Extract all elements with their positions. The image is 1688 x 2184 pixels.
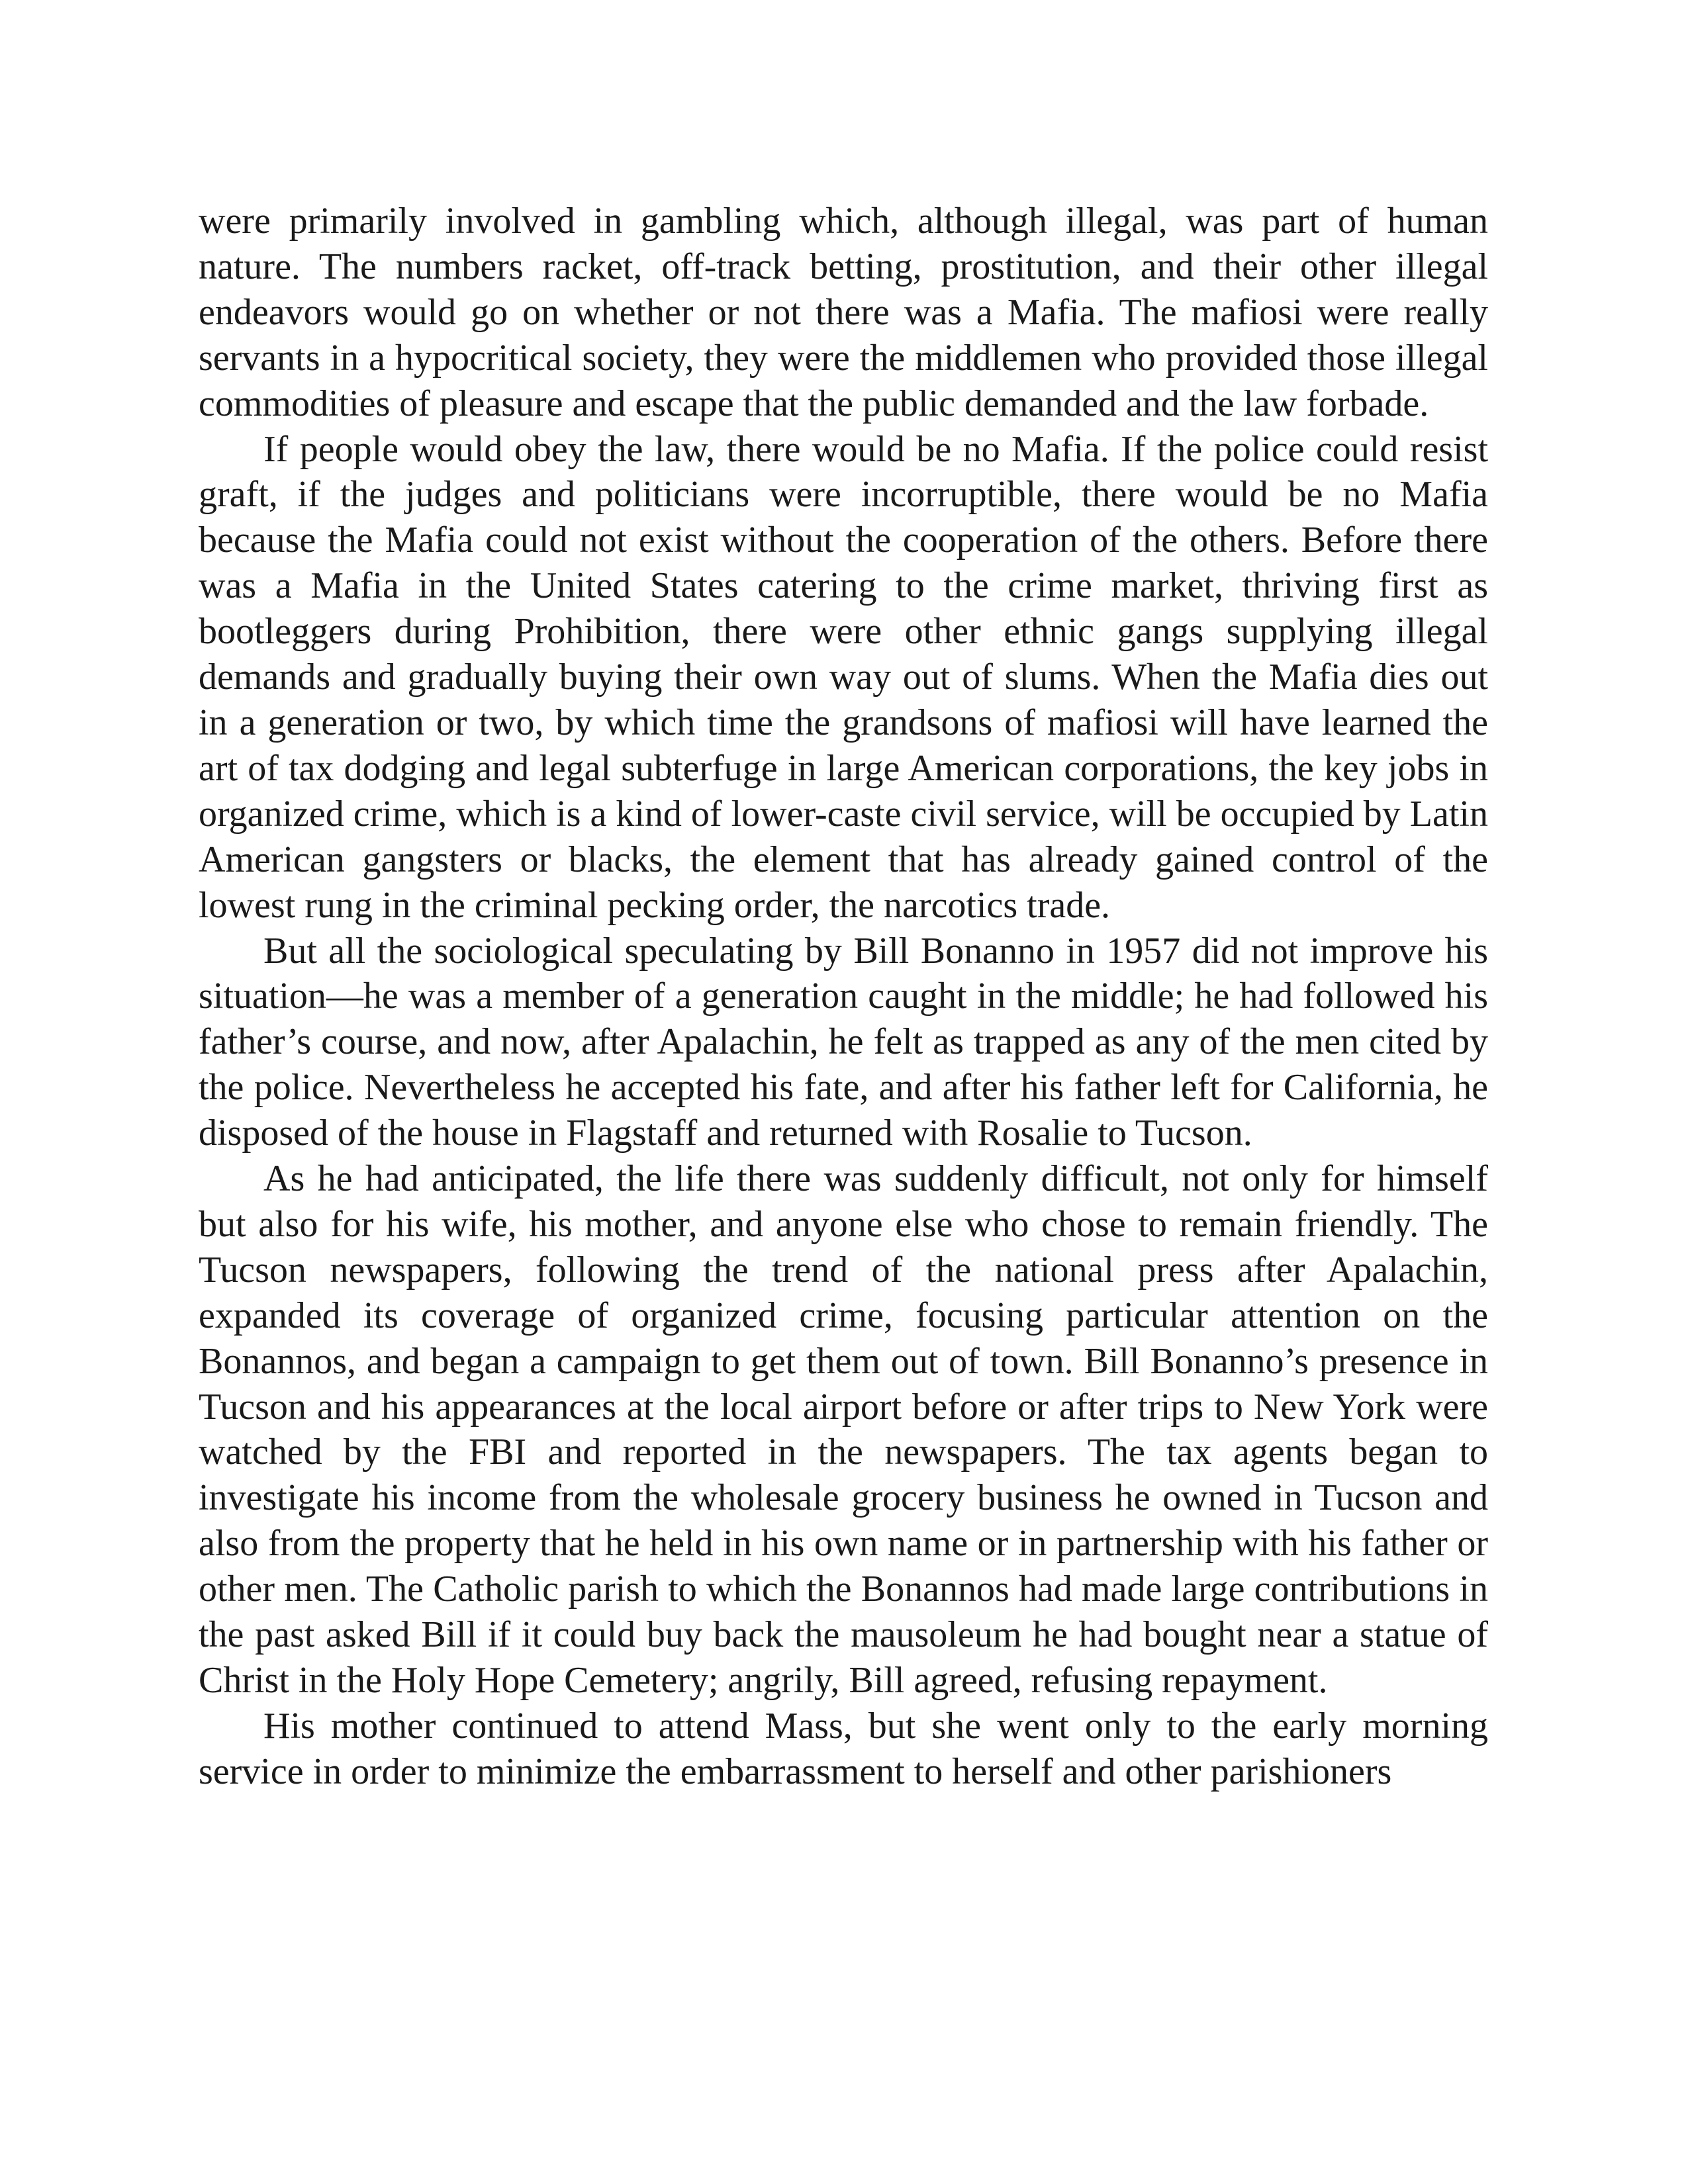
paragraph-3: But all the sociological speculating by Bill Bonanno in 1957 did not improve his situation—he was a member of a generation caught in the middle; he had followed his father’s course, and now, after Apalachin, he felt as trapped as any of the men cited by the police. Nevertheless he accepted his fate, and after his father left for California, he disposed of the house in Flagstaff and returned with Rosalie to Tucson. xyxy=(199,930,1488,1154)
document-page xyxy=(199,199,1488,1795)
paragraph-5: His mother continued to attend Mass, but she went only to the early morning service in order to minimize the embarrassment to herself and other parishioners xyxy=(199,1705,1488,1792)
paragraph-4: As he had anticipated, the life there was suddenly difficult, not only for himself but also for his wife, his mother, and anyone else who chose to remain friendly. The Tucson newspapers, following the trend of the national press after Apalachin, expanded its coverage of organized crime, focusing particular attention on the Bonannos, and began a campaign to get them out of town. Bill Bonanno’s presence in Tucson and his appearances at the local airport before or after trips to New York were watched by the FBI and reported in the newspapers. The tax agents began to investigate his income from the wholesale grocery business he owned in Tucson and also from the property that he held in his own name or in partnership with his father or other men. The Catholic parish to which the Bonannos had made large contributions in the past asked Bill if it could buy back the mausoleum he had bought near a statue of Christ in the Holy Hope Cemetery; angrily, Bill agreed, refusing repayment. xyxy=(199,1158,1488,1701)
paragraph-2: If people would obey the law, there would be no Mafia. If the police could resist graft, if the judges and politicians were incorruptible, there would be no Mafia because the Mafia could not exist without the cooperation of the others. Before there was a Mafia in the United States catering to the crime market, thriving first as bootleggers during Prohibition, there were other ethnic gangs supplying illegal demands and gradually buying their own way out of slums. When the Mafia dies out in a generation or two, by which time the grandsons of mafiosi will have learned the art of tax dodging and legal subterfuge in large American corporations, the key jobs in organized crime, which is a kind of lower-caste civil service, will be occupied by Latin American gangsters or blacks, the element that has already gained control of the lowest rung in the criminal pecking order, the narcotics trade. xyxy=(199,428,1488,926)
paragraph-1: were primarily involved in gambling which, although illegal, was part of human nature. The numbers racket, off-track betting, prostitution, and their other illegal endeavors would go on whether or not there was a Mafia. The mafiosi were really servants in a hypocritical society, they were the middlemen who provided those illegal commodities of pleasure and escape that the public demanded and the law forbade. xyxy=(199,201,1488,424)
